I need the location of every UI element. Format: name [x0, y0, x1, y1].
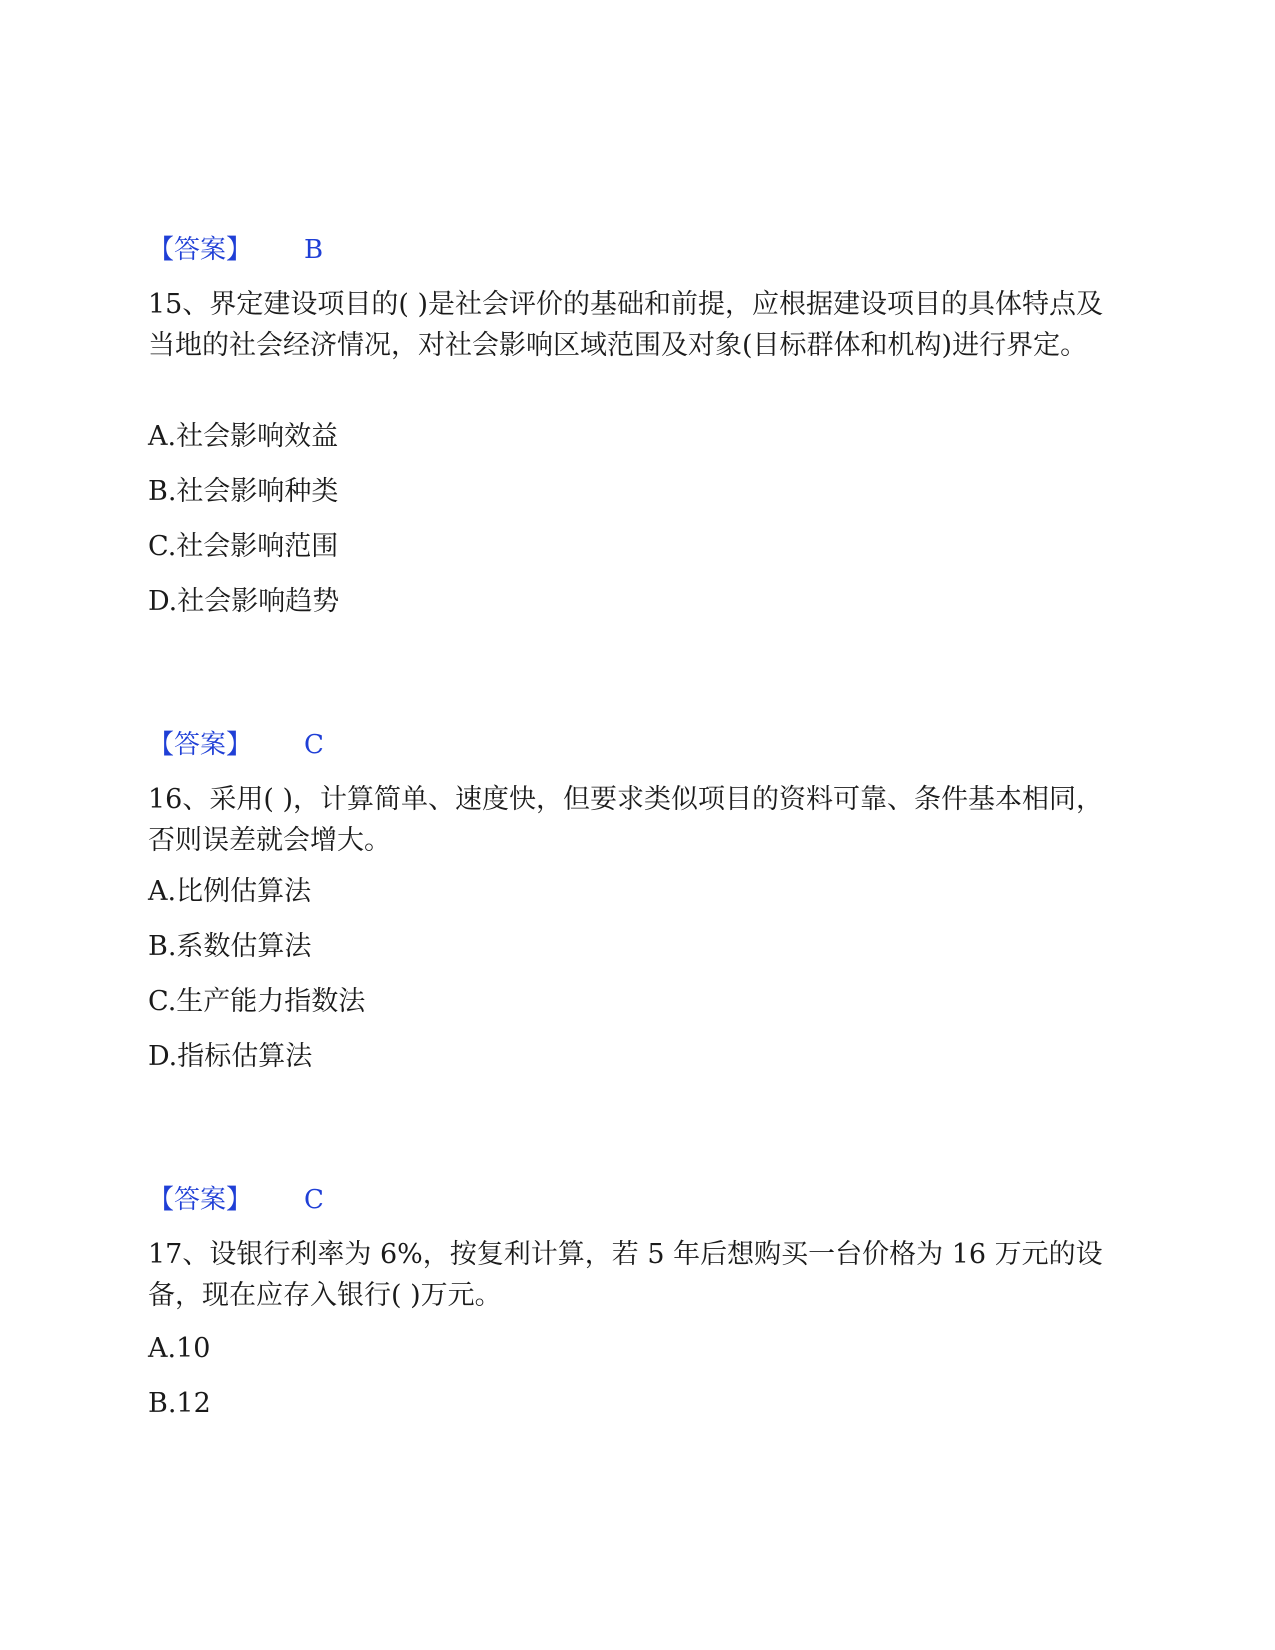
answer-label: 【答案】 [148, 1185, 253, 1215]
question-16-option-c: C.生产能力指数法 [148, 986, 366, 1017]
question-16-text: 16、采用( )，计算简单、速度快，但要求类似项目的资料可靠、条件基本相同，否则误差就会增大。 [148, 784, 1104, 856]
answer-value: C [304, 730, 324, 760]
question-15-option-b: B.社会影响种类 [148, 476, 339, 507]
question-17-option-a: A.10 [148, 1333, 211, 1364]
question-16-option-d: D.指标估算法 [148, 1041, 313, 1072]
question-15-option-d: D.社会影响趋势 [148, 586, 340, 617]
question-15-option-a: A.社会影响效益 [148, 421, 339, 452]
question-16-option-b: B.系数估算法 [148, 931, 312, 962]
answer-label: 【答案】 [148, 235, 253, 265]
answer-value: B [304, 235, 324, 265]
question-15-option-c: C.社会影响范围 [148, 531, 339, 562]
question-15-text: 15、界定建设项目的( )是社会评价的基础和前提，应根据建设项目的具体特点及当地的社会经济情况，对社会影响区域范围及对象(目标群体和机构)进行界定。 [148, 289, 1104, 361]
question-17-option-b: B.12 [148, 1388, 211, 1419]
answer-line [148, 234, 323, 266]
answer-line [148, 1184, 324, 1216]
question-17-text: 17、设银行利率为 6%，按复利计算，若 5 年后想购买一台价格为 16 万元的设备，现在应存入银行( )万元。 [148, 1239, 1103, 1311]
answer-label: 【答案】 [148, 730, 253, 760]
answer-line [148, 729, 324, 761]
question-16-option-a: A.比例估算法 [148, 876, 312, 907]
answer-value: C [304, 1185, 324, 1215]
